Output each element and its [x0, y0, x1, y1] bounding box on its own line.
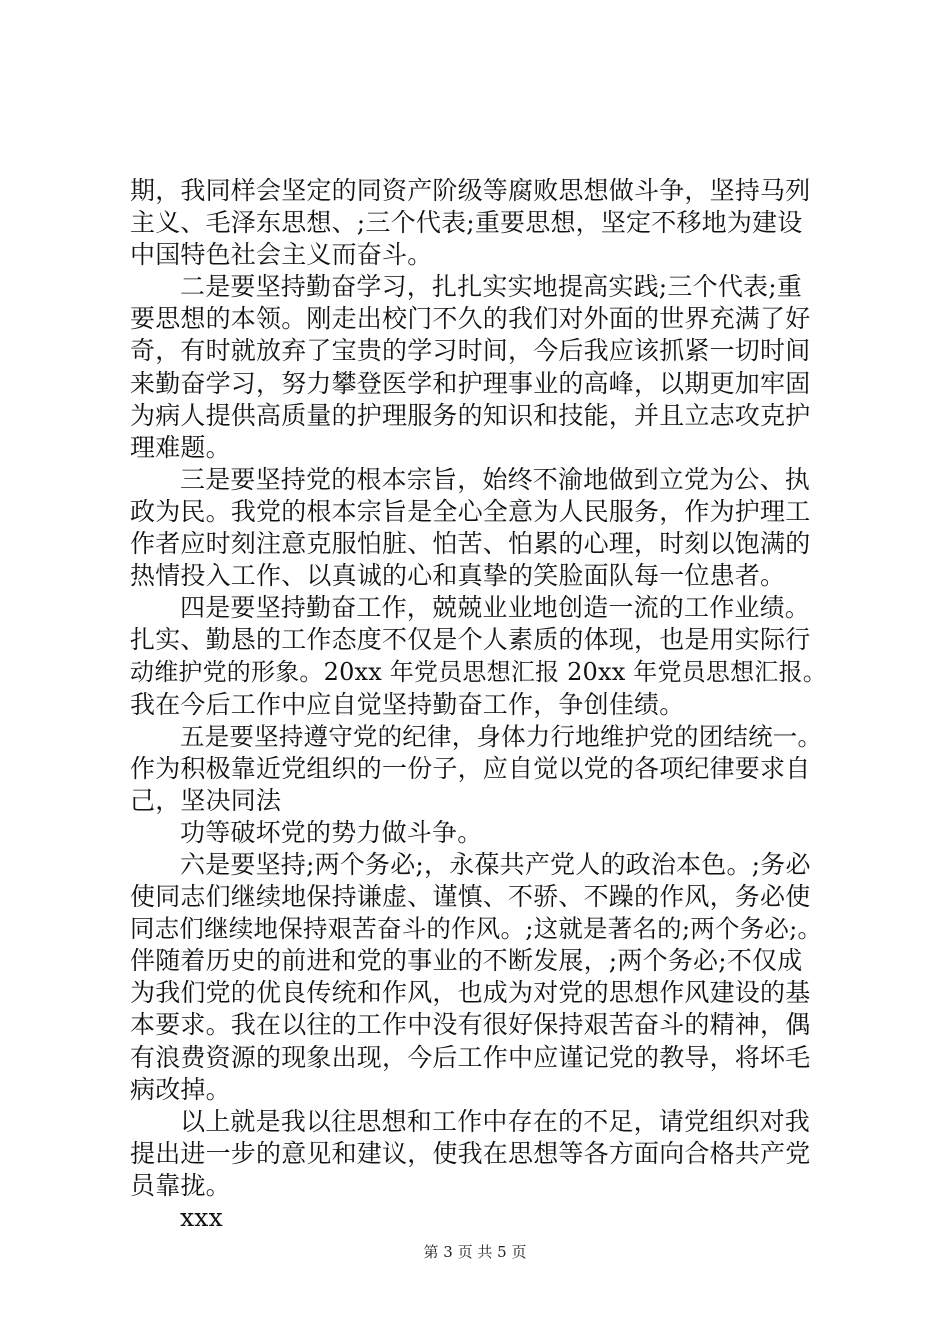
paragraph-line: 功等破坏党的势力做斗争。: [180, 817, 483, 847]
paragraph-line: 同志们继续地保持艰苦奋斗的作风。;这就是著名的;两个务必;。: [130, 914, 823, 944]
paragraph-line: 二是要坚持勤奋学习，扎扎实实地提高实践;三个代表;重: [180, 272, 803, 302]
paragraph-line: 有浪费资源的现象出现，今后工作中应谨记党的教导，将坏毛: [130, 1042, 811, 1072]
paragraph-line: 作者应时刻注意克服怕脏、怕苦、怕累的心理，时刻以饱满的: [130, 529, 811, 559]
paragraph-line: 五是要坚持遵守党的纪律，身体力行地维护党的团结统一。: [180, 721, 823, 751]
paragraph-line: 热情投入工作、以真诚的心和真挚的笑脸面队每一位患者。: [130, 561, 786, 591]
paragraph-line: 为我们党的优良传统和作风，也成为对党的思想作风建设的基: [130, 978, 811, 1008]
paragraph-line: 己，坚决同法: [130, 785, 282, 815]
paragraph-line: 伴随着历史的前进和党的事业的不断发展，;两个务必;不仅成: [130, 946, 803, 976]
paragraph-line: 以上就是我以往思想和工作中存在的不足，请党组织对我: [180, 1106, 811, 1136]
paragraph-line: 来勤奋学习，努力攀登医学和护理事业的高峰，以期更加牢固: [130, 368, 811, 398]
paragraph-line: 病改掉。: [130, 1074, 231, 1104]
paragraph-line: 动维护党的形象。20xx 年党员思想汇报 20xx 年党员思想汇报。: [130, 658, 827, 687]
paragraph-line: 主义、毛泽东思想、;三个代表;重要思想，坚定不移地为建设: [130, 208, 803, 238]
document-body: [130, 175, 830, 1234]
paragraph-line: 理难题。: [130, 432, 231, 462]
paragraph-line: 要思想的本领。刚走出校门不久的我们对外面的世界充满了好: [130, 304, 811, 334]
paragraph-line: 员靠拢。: [130, 1170, 231, 1200]
paragraph-line: 作为积极靠近党组织的一份子，应自觉以党的各项纪律要求自: [130, 753, 811, 783]
paragraph-line: 六是要坚持;两个务必;，永葆共产党人的政治本色。;务必: [180, 849, 811, 879]
paragraph-line: 政为民。我党的根本宗旨是全心全意为人民服务，作为护理工: [130, 496, 811, 526]
paragraph-line: 使同志们继续地保持谦虚、谨慎、不骄、不躁的作风，务必使: [130, 882, 811, 912]
paragraph-line: 奇，有时就放弃了宝贵的学习时间，今后我应该抓紧一切时间: [130, 336, 811, 366]
page-footer: 第 3 页 共 5 页: [423, 1243, 527, 1261]
paragraph-line: 我在今后工作中应自觉坚持勤奋工作，争创佳绩。: [130, 689, 685, 719]
paragraph-line: 为病人提供高质量的护理服务的知识和技能，并且立志攻克护: [130, 400, 811, 430]
paragraph-line: 期，我同样会坚定的同资产阶级等腐败思想做斗争，坚持马列: [130, 176, 811, 205]
paragraph-line: 中国特色社会主义而奋斗。: [130, 240, 433, 270]
paragraph-line: xxx: [180, 1203, 223, 1232]
paragraph-line: 提出进一步的意见和建议，使我在思想等各方面向合格共产党: [130, 1138, 811, 1168]
paragraph-line: 扎实、勤恳的工作态度不仅是个人素质的体现，也是用实际行: [130, 625, 811, 655]
paragraph-line: 三是要坚持党的根本宗旨，始终不渝地做到立党为公、执: [180, 464, 811, 494]
paragraph-line: 本要求。我在以往的工作中没有很好保持艰苦奋斗的精神，偶: [130, 1010, 811, 1040]
paragraph-line: 四是要坚持勤奋工作，兢兢业业地创造一流的工作业绩。: [180, 593, 811, 623]
